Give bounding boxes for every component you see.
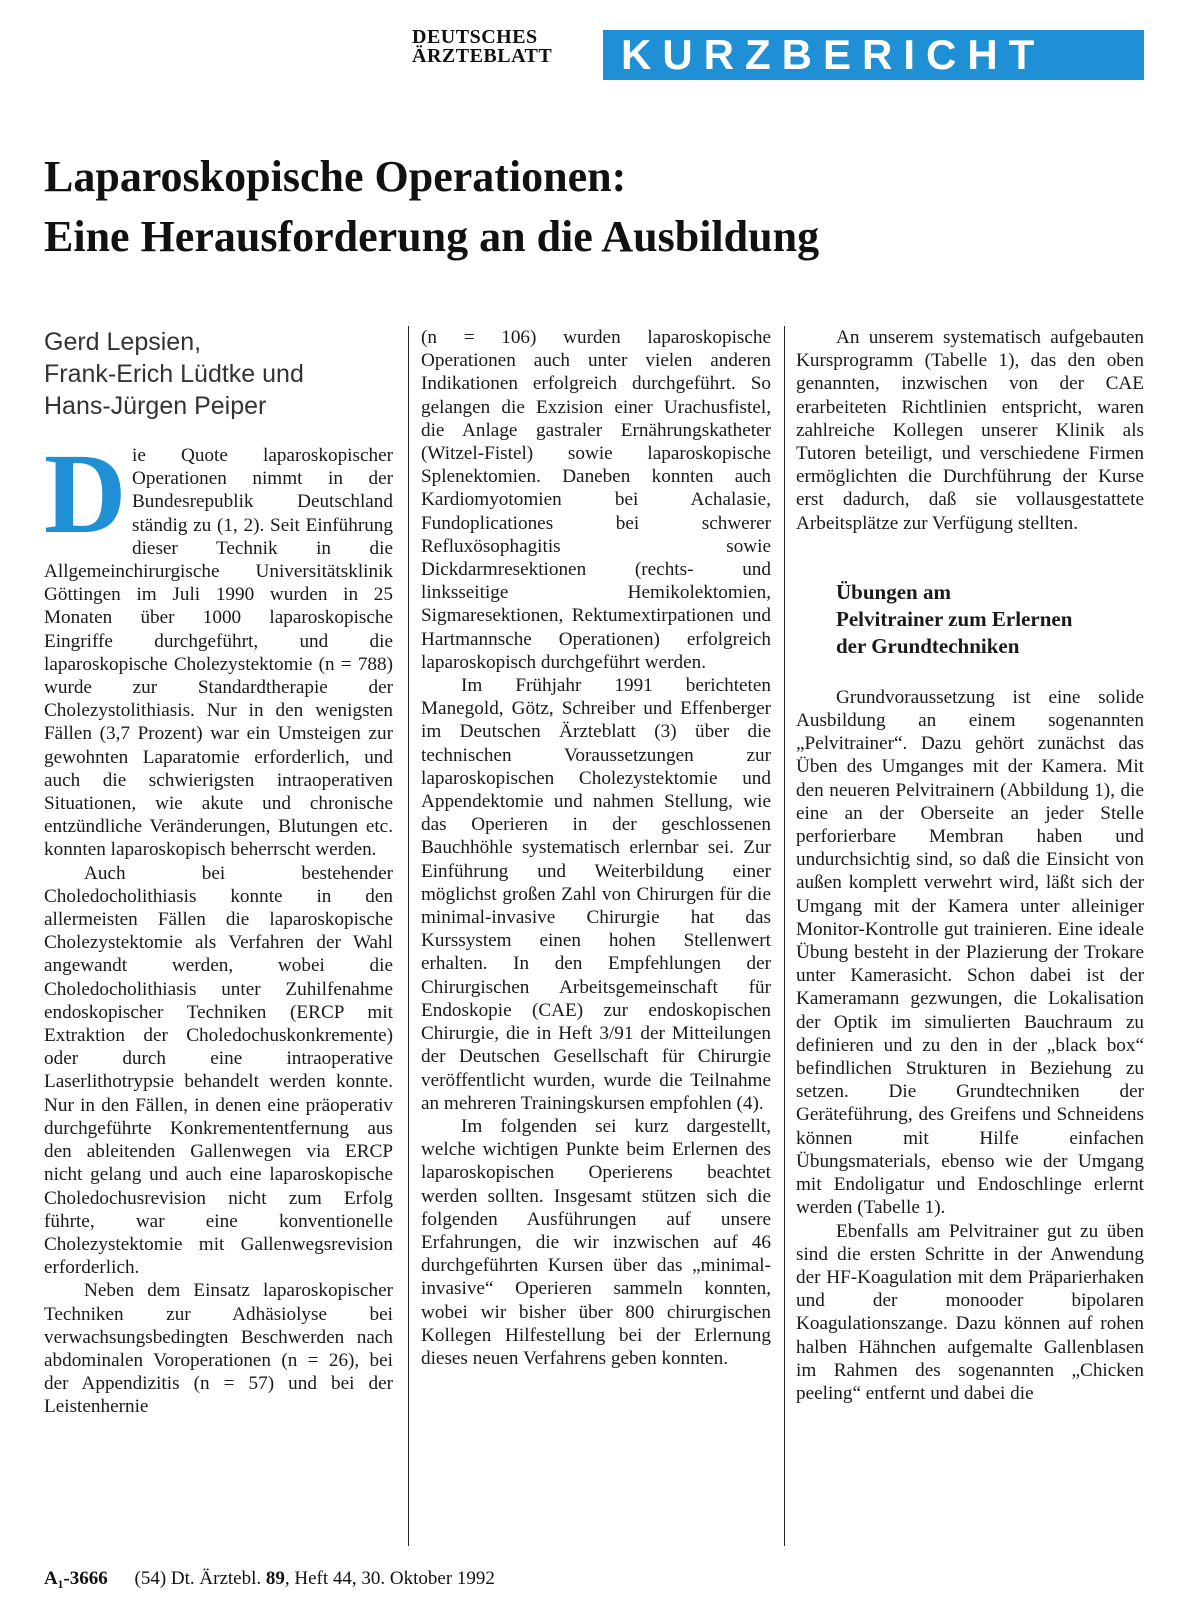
volume: 89 — [265, 1568, 285, 1589]
drop-cap: D — [44, 430, 127, 557]
journal-logo: DEUTSCHES ÄRZTEBLATT — [412, 26, 553, 67]
article-title: Laparoskopische Operationen: Eine Herausforderung an die Ausbildung — [44, 152, 820, 261]
section-banner: KURZBERICHT — [603, 30, 1144, 80]
paragraph: (n = 106) wurden laparoskopische Operationen auch unter vielen anderen Indikationen erfolgreich durchgeführt. So gelangen die Exzision einer Urachusfistel, die Anlage gastraler Ernährungskatheter (Witzel-Fistel) sowie laparoskopische Splenektomien. Daneben konnten auch Kardiomyotomien bei Achalasie, Fundoplicationes bei schwerer Refluxösophagitis sowie Dickdarmresektionen (rechts- und linksseitige Hemikolektomien, Sigmaresektionen, Rektumextirpationen und Hartmannsche Operationen) erfolgreich laparoskopisch durchgeführt werden. — [421, 327, 771, 673]
page-footer — [44, 1568, 495, 1590]
journal-abbrev: Dt. Ärztebl. — [170, 1568, 262, 1589]
column-1 — [44, 326, 393, 1419]
section-heading: Übungen am Pelvitrainer zum Erlernen der Grundtechniken — [836, 579, 1073, 658]
author-list: Gerd Lepsien, Frank-Erich Lüdtke und Hans-Jürgen Peiper — [44, 328, 304, 420]
paragraph: Auch bei bestehender Choledocholithiasis konnte in den allermeisten Fällen die laparoskopische Cholezystektomie als Verfahren der Wahl angewandt werden, wobei die Choledocholithiasis unter Zuhilfenahme endoskopischer Techniken (ERCP mit Extraktion der Choledochuskonkremente) oder durch eine intraoperative Laserlithotrypsie behandelt werden konnte. Nur in den Fällen, in denen eine präoperativ durchgeführte Konkremententfernung aus den ableitenden Gallenwegen via ERCP nicht gelang und auch eine laparoskopische Choledochusrevision nicht zum Erfolg führte, war eine konventionelle Cholezystektomie mit Gallenwegsrevision erforderlich. — [44, 862, 393, 1279]
paragraph: Ebenfalls am Pelvitrainer gut zu üben sind die ersten Schritte in der Anwendung der HF-Koagulation mit dem Präparierhaken und der monooder bipolaren Koagulationszange. Dazu können auf rohen halben Hähnchen aufgemalte Gallenblasen im Rahmen des sogenannten „Chicken peeling“ entfernt und dabei die — [796, 1220, 1144, 1404]
paragraph: An unserem systematisch aufgebauten Kursprogramm (Tabelle 1), das den oben genannten, inzwischen von der CAE erarbeiteten Richtlinien entspricht, waren zahlreiche Kollegen unserer Klinik als Tutoren beteiligt, und verschiedene Firmen ermöglichten die Durchführung der Kurse erst dadurch, daß sie vollausgestattete Arbeitsplätze zur Verfügung stellten. — [796, 327, 1144, 534]
paragraph: Neben dem Einsatz laparoskopischer Techniken zur Adhäsiolyse bei verwachsungsbedingten Beschwerden nach abdominalen Voroperationen (n = 26), bei der Appendizitis (n = 57) und bei der Leistenhernie — [44, 1280, 393, 1418]
paragraph: Grundvoraussetzung ist eine solide Ausbildung an einem sogenannten „Pelvitrainer“. Dazu gehört zunächst das Üben des Umganges mit der Kamera. Mit den neueren Pelvitrainern (Abbildung 1), die eine an der Oberseite an jeder Stelle perforierbare Membran haben und undurchsichtig sind, so daß die Einsicht von außen komplett verwehrt wird, läßt sich der Umgang mit der Kamera unter alleiniger Monitor-Kontrolle gut trainieren. Eine ideale Übung besteht in der Plazierung der Trokare unter Kamerasicht. Schon dabei ist der Kameramann gezwungen, die Lokalisation der Optik im simulierten Bauchraum zu definieren und zu den in der „black box“ befindlichen Strukturen in Beziehung zu setzen. Die Grundtechniken der Geräteführung, des Greifens und Schneidens können mit Hilfe einfachen Übungsmaterials, ebenso wie der Umgang mit Endoligatur und Endoschlinge erlernt werden (Tabelle 1). — [796, 686, 1144, 1219]
column-2 — [421, 326, 771, 1370]
column-divider — [408, 326, 409, 1546]
paragraph: ie Quote laparoskopischer Operationen nimmt in der Bundesrepublik Deutschland ständig zu (1, 2). Seit Einführung dieser Technik in die Allgemeinchirurgische Universitätsklinik Göttingen im Juli 1990 wurden in 25 Monaten über 1000 laparoskopische Eingriffe durchgeführt, und die laparoskopische Cholezystektomie (n = 788) wurde zur Standardtherapie der Cholezystolithiasis. Nur in den wenigsten Fällen (3,7 Prozent) war ein Umsteigen zur gewohnten Laparatomie erforderlich, und auch die schwierigsten intraoperativen Situationen, wie akute und chronische entzündliche Veränderungen, Blutungen etc. konnten laparoskopisch beherrscht werden. — [44, 445, 393, 861]
issue-date: , Heft 44, 30. Oktober 1992 — [284, 1568, 495, 1589]
column-3 — [796, 326, 1144, 1405]
paragraph: Im folgenden sei kurz dargestellt, welche wichtigen Punkte beim Erlernen des laparoskopischen Operierens beachtet werden sollten. Insgesamt stützen sich die folgenden Ausführungen auf unsere Erfahrungen, die wir inzwischen auf 46 durchgeführten Kursen über das „minimal-invasive“ Operieren sammeln konnten, wobei wir bisher über 800 chirurgischen Kollegen Hilfestellung bei der Erlernung dieses neuen Verfahrens geben konnten. — [421, 1115, 771, 1369]
paragraph: Im Frühjahr 1991 berichteten Manegold, Götz, Schreiber und Effenberger im Deutschen Ärzteblatt (3) über die technischen Voraussetzungen zur laparoskopischen Cholezystektomie und Appendektomie und nahmen Stellung, wie das Operieren in der geschlossenen Bauchhöhle systematisch erlernbar sei. Zur Einführung und Weiterbildung einer möglichst großen Zahl von Chirurgen für die minimal-invasive Chirurgie hat das Kurssystem einen hohen Stellenwert erhalten. In den Empfehlungen der Chirurgischen Arbeitsgemeinschaft für Endoskopie (CAE) zur endoskopischen Chirurgie, die in Heft 3/91 der Mitteilungen der Deutschen Gesellschaft für Chirurgie veröffentlicht wurden, wurde die Teilnahme an mehreren Trainingskursen empfohlen (4). — [421, 675, 771, 1114]
masthead — [412, 28, 562, 66]
local-page: (54) — [134, 1568, 167, 1589]
page-number: A₁-3666 — [44, 1568, 108, 1589]
column-divider — [784, 326, 785, 1546]
